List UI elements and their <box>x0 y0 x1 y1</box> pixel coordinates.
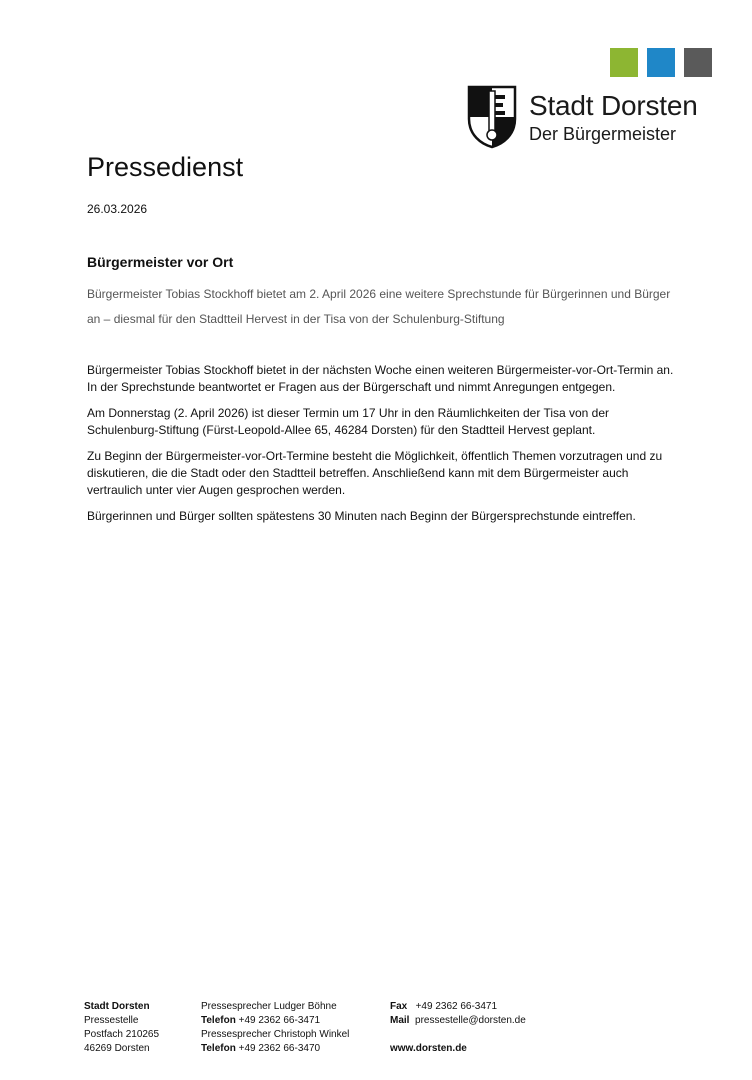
footer-mail-label: Mail <box>390 1015 410 1026</box>
footer-org: Stadt Dorsten <box>84 1001 150 1012</box>
footer-phone-2[interactable]: +49 2362 66-3470 <box>238 1043 321 1054</box>
coat-of-arms-icon <box>467 85 517 149</box>
body-paragraph-2: Am Donnerstag (2. April 2026) ist dieser Termin um 17 Uhr in den Räumlichkeiten der Tisa von der Schulenburg-Stiftung (Fürst-Leopold-Allee 65, 46284 Dorsten) für den Stadtteil Hervest geplant. <box>87 406 610 437</box>
footer-spokesperson-2: Pressesprecher Christoph Winkel <box>201 1029 350 1040</box>
brand-color-squares <box>610 48 712 77</box>
blue-square <box>647 48 675 77</box>
document-date: 26.03.2026 <box>87 202 148 216</box>
lead-paragraph: Bürgermeister Tobias Stockhoff bietet am 2. April 2026 eine weitere Sprechstunde für Bürgerinnen und Bürger an – diesmal für den Stadtteil Hervest in der Tisa von der Schulenburg-Stiftung <box>87 287 671 326</box>
gray-square <box>684 48 712 77</box>
document-title: Pressedienst <box>87 152 244 182</box>
footer-contacts <box>201 1000 349 1056</box>
headline: Bürgermeister vor Ort <box>87 254 234 270</box>
footer-phone-label-2: Telefon <box>201 1043 236 1054</box>
footer-phone-label-1: Telefon <box>201 1015 236 1026</box>
body-paragraph-3: Zu Beginn der Bürgermeister-vor-Ort-Termine besteht die Möglichkeit, öffentlich Themen vorzutragen und zu diskutieren, die die Stadt oder den Stadtteil betreffen. Anschließend kann mit dem Bürgermeister auch vertraulich unter vier Augen gesprochen werden. <box>87 449 663 497</box>
logo-title: Stadt Dorsten <box>529 90 698 121</box>
footer-city: 46269 Dorsten <box>84 1043 150 1054</box>
footer-pobox: Postfach 210265 <box>84 1029 160 1040</box>
article-body <box>87 362 677 534</box>
footer-department: Pressestelle <box>84 1015 139 1026</box>
logo-subtitle: Der Bürgermeister <box>529 124 677 144</box>
footer-spokesperson-1: Pressesprecher Ludger Böhne <box>201 1001 337 1012</box>
footer-website-link[interactable]: www.dorsten.de <box>390 1043 467 1054</box>
footer-address <box>84 1000 159 1056</box>
body-paragraph-1: Bürgermeister Tobias Stockhoff bietet in der nächsten Woche einen weiteren Bürgermeister-vor-Ort-Termin an. In der Sprechstunde beantwortet er Fragen aus der Bürgerschaft und nimmt Anregungen entgegen. <box>87 363 674 394</box>
footer-channels <box>390 1000 526 1056</box>
footer-phone-1[interactable]: +49 2362 66-3471 <box>238 1015 321 1026</box>
footer-fax: +49 2362 66-3471 <box>415 1001 498 1012</box>
footer-mail-link[interactable]: pressestelle@dorsten.de <box>415 1015 526 1026</box>
footer-fax-label: Fax <box>390 1001 408 1012</box>
city-logo <box>467 85 698 149</box>
green-square <box>610 48 638 77</box>
body-paragraph-4: Bürgerinnen und Bürger sollten spätestens 30 Minuten nach Beginn der Bürgersprechstunde eintreffen. <box>87 509 636 523</box>
